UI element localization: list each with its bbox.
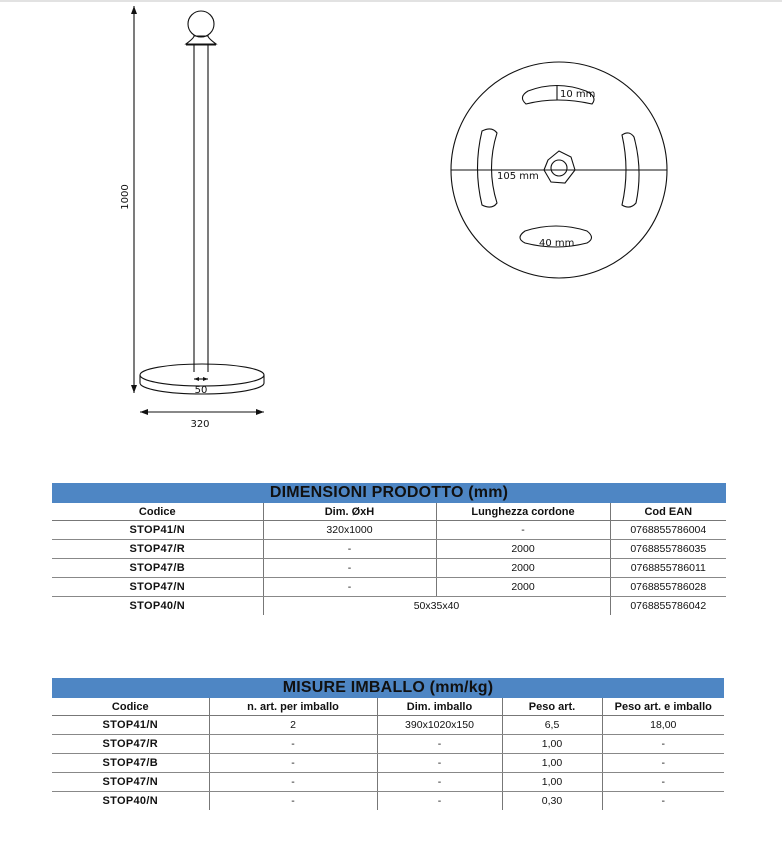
product-code: STOP47/B [52, 754, 209, 773]
item-weight: 1,00 [502, 773, 602, 792]
items-per-pack: - [209, 792, 377, 811]
product-dimensions-table [52, 483, 726, 615]
product-table-title: DIMENSIONI PRODOTTO (mm) [52, 483, 726, 503]
table-row [52, 578, 726, 597]
total-weight: - [602, 735, 724, 754]
cord-length: 2000 [436, 578, 610, 597]
product-code: STOP40/N [102, 795, 158, 807]
items-per-pack: 2 [209, 716, 377, 735]
table-row [52, 597, 726, 616]
items-per-pack: - [209, 754, 377, 773]
slot-width-label: 10 mm [560, 89, 596, 100]
product-code: STOP47/R [52, 540, 263, 559]
item-weight: 1,00 [502, 754, 602, 773]
item-weight: 1,00 [502, 735, 602, 754]
ean-code: 0768855786035 [610, 540, 726, 559]
column-header: Peso art. e imballo [602, 698, 724, 716]
column-header: Peso art. [502, 698, 602, 716]
items-per-pack: - [209, 735, 377, 754]
merged-dimension: 50x35x40 [263, 597, 610, 616]
product-code: STOP40/N [129, 600, 185, 612]
post-drawing [110, 0, 410, 440]
column-header: Lunghezza cordone [436, 503, 610, 521]
table-row [52, 735, 724, 754]
center-nut [544, 151, 575, 183]
pack-dimension: - [377, 792, 502, 811]
packing-measures-table [52, 678, 724, 810]
pack-dimension: - [377, 735, 502, 754]
item-weight: 6,5 [502, 716, 602, 735]
table-row [52, 521, 726, 540]
total-weight: - [602, 792, 724, 811]
slot-left [478, 129, 498, 207]
total-weight: - [602, 773, 724, 792]
cord-length: 2000 [436, 559, 610, 578]
product-code: STOP41/N [52, 521, 263, 540]
cord-length: - [436, 521, 610, 540]
packing-table-title: MISURE IMBALLO (mm/kg) [52, 678, 724, 698]
product-code: STOP41/N [52, 716, 209, 735]
cord-length: 2000 [436, 540, 610, 559]
items-per-pack: - [209, 773, 377, 792]
product-dimension: - [263, 540, 436, 559]
column-header: Codice [52, 503, 263, 521]
ean-code: 0768855786004 [610, 521, 726, 540]
table-row [52, 754, 724, 773]
product-code: STOP47/N [52, 578, 263, 597]
product-code: STOP47/R [52, 735, 209, 754]
base-diameter-label: 320 [190, 419, 210, 430]
ean-code: 0768855786011 [610, 559, 726, 578]
ean-code: 0768855786028 [610, 578, 726, 597]
ean-code: 0768855786042 [610, 597, 726, 616]
base-top [140, 364, 264, 386]
post-knob [188, 11, 214, 37]
column-header: Cod EAN [610, 503, 726, 521]
column-header: Dim. ØxH [263, 503, 436, 521]
base-plate-drawing [440, 48, 680, 288]
pole-diameter-label: 50 [194, 385, 208, 396]
pack-dimension: - [377, 773, 502, 792]
table-row [52, 559, 726, 578]
pack-dimension: - [377, 754, 502, 773]
pack-dimension: 390x1020x150 [377, 716, 502, 735]
total-weight: - [602, 754, 724, 773]
table-row [52, 773, 724, 792]
product-dimension: 320x1000 [263, 521, 436, 540]
item-weight: 0,30 [502, 792, 602, 811]
column-header: n. art. per imballo [209, 698, 377, 716]
product-code: STOP47/N [52, 773, 209, 792]
table-row [52, 716, 724, 735]
table-row [52, 540, 726, 559]
product-dimension: - [263, 559, 436, 578]
height-label: 1000 [120, 184, 131, 210]
total-weight: 18,00 [602, 716, 724, 735]
product-code: STOP47/B [52, 559, 263, 578]
slot-length-label: 40 mm [539, 238, 575, 249]
product-dimension: - [263, 578, 436, 597]
column-header: Codice [52, 698, 209, 716]
column-header: Dim. imballo [377, 698, 502, 716]
table-row [52, 792, 724, 811]
center-distance-label: 105 mm [497, 171, 539, 182]
